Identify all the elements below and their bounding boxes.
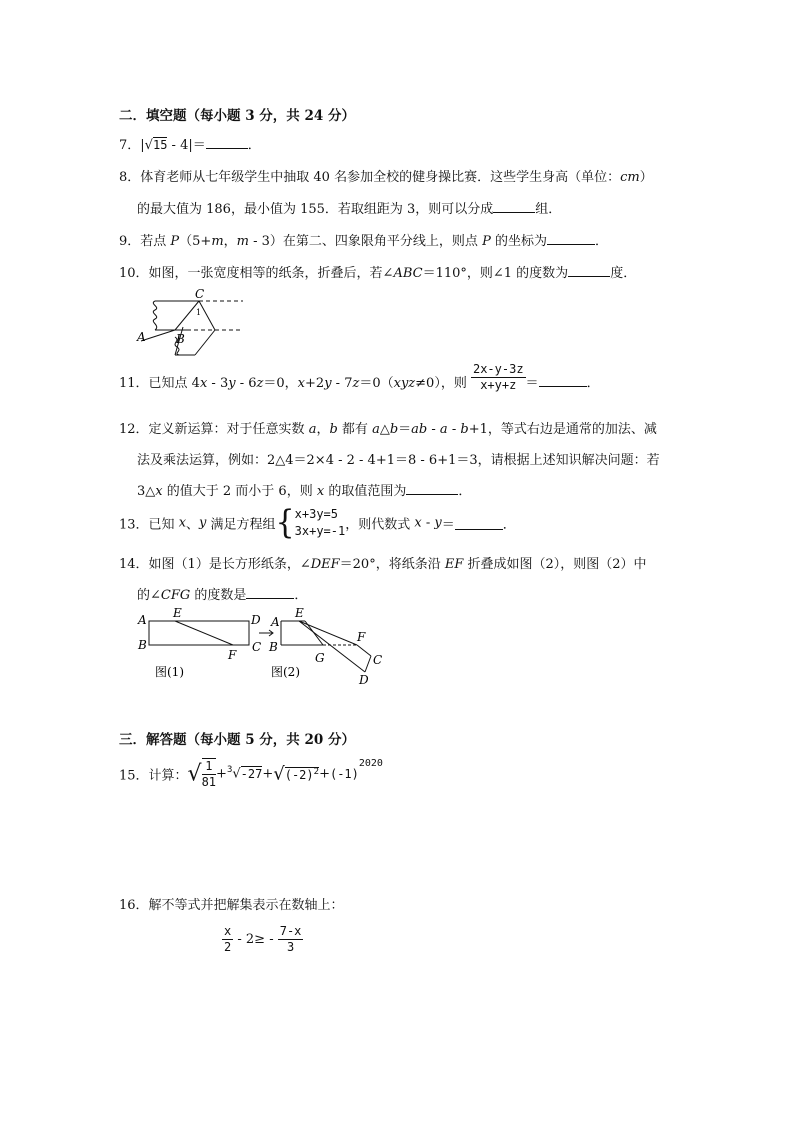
radicand: 15	[152, 138, 168, 152]
question-7: 7．|√15 - 4|＝ ．	[119, 138, 261, 153]
section3-title: 三．解答题（每小题 5 分，共 20 分）	[119, 732, 355, 748]
question-13: 13．已知 x、y 满足方程组{ x+3y=5 3x+y=-1 ，则代数式 x - y＝ ．	[119, 503, 516, 542]
question-14-line2: 的∠CFG 的度数是 ．	[137, 588, 308, 603]
answer-blank[interactable]	[568, 264, 610, 277]
question-10: 10．如图，一张宽度相等的纸条，折叠后，若∠ABC＝110°，则∠1 的度数为 度．	[119, 266, 637, 281]
answer-blank[interactable]	[539, 374, 587, 387]
figure-q10-folded-strip	[135, 285, 250, 365]
fig2-caption: 图(2)	[271, 665, 300, 679]
question-16: 16．解不等式并把解集表示在数轴上：	[119, 898, 344, 913]
fig1-label-D: D	[251, 613, 261, 627]
fig2-label-C: C	[373, 653, 383, 667]
sqrt-sign: √	[187, 761, 202, 787]
fig2-label-A: A	[271, 615, 280, 629]
fig2-label-G: G	[315, 651, 325, 665]
brace: {	[275, 503, 295, 542]
answer-blank[interactable]	[206, 136, 248, 149]
inequality: $\frac{x}{2}$ - 2≥ - $\frac{7-x}{3}$	[224, 924, 302, 954]
fig2-label-F: F	[357, 630, 366, 644]
label-angle-1: 1	[196, 308, 202, 317]
sqrt-sign: √	[144, 138, 153, 153]
fig1-label-C: C	[252, 640, 262, 654]
fig2-label-D: D	[359, 673, 369, 687]
fraction: $\frac{7-x}{3}$	[279, 924, 302, 954]
fig1-label-A: A	[138, 613, 147, 627]
answer-blank[interactable]	[455, 517, 503, 530]
fig1-label-B: B	[138, 638, 147, 652]
label-B: B	[176, 332, 185, 346]
question-15: 15．计算：√ $\frac{1}{81}$ $+^3√-27+√(-2)^2+(-1)^{2020}$	[119, 758, 383, 789]
question-8-line2: 的最大值为 186，最小值为 155．若取组距为 3，则可以分成 组．	[137, 202, 562, 217]
cube-root-sign: √	[232, 766, 241, 782]
answer-blank[interactable]	[246, 586, 294, 599]
answer-blank[interactable]	[406, 482, 458, 495]
question-12-line3: 3△x 的值大于 2 而小于 6，则 x 的取值范围为 ．	[137, 484, 472, 499]
fig2-label-E: E	[295, 606, 304, 620]
answer-blank[interactable]	[493, 200, 535, 213]
fraction: $\frac{2x-y-3z}{x+y+z}$	[472, 362, 524, 392]
figure-q14	[133, 604, 393, 688]
fraction: $\frac{1}{81}$	[201, 759, 217, 789]
fig1-label-E: E	[173, 606, 182, 620]
answer-blank[interactable]	[547, 232, 595, 245]
label-A: A	[137, 330, 146, 344]
fraction: $\frac{x}{2}$	[224, 924, 232, 954]
question-12-line1: 12．定义新运算：对于任意实数 a，b 都有 a△b＝ab - a - b+1，等式右边是通常的加法、减	[119, 422, 657, 437]
question-8-line1: 8．体育老师从七年级学生中抽取 40 名参加全校的健身操比赛．这些学生身高（单位：cm）	[119, 170, 653, 185]
question-9: 9．若点 P（5+m，m - 3）在第二、四象限角平分线上，则点 P 的坐标为 ．	[119, 234, 608, 249]
label-C: C	[195, 287, 205, 301]
question-14-line1: 14．如图（1）是长方形纸条，∠DEF＝20°，将纸条沿 EF 折叠成如图（2），则图（2）中	[119, 557, 647, 572]
sqrt-sign: √	[273, 763, 285, 785]
question-12-line2: 法及乘法运算，例如：2△4＝2×4 - 2 - 4+1＝8 - 6+1＝3，请根据上述知识解决问题：若	[137, 453, 660, 468]
fig1-caption: 图(1)	[155, 665, 184, 679]
question-11: 11．已知点 4x - 3y - 6z＝0，x+2y - 7z＝0（xyz≠0），则 $\frac{2x-y-3z}{x+y+z}$ ＝ ．	[119, 362, 600, 392]
equation-system: x+3y=5 3x+y=-1	[294, 507, 346, 538]
fig2-label-B: B	[269, 640, 278, 654]
section2-title: 二．填空题（每小题 3 分，共 24 分）	[119, 108, 355, 124]
fig1-label-F: F	[228, 648, 237, 662]
